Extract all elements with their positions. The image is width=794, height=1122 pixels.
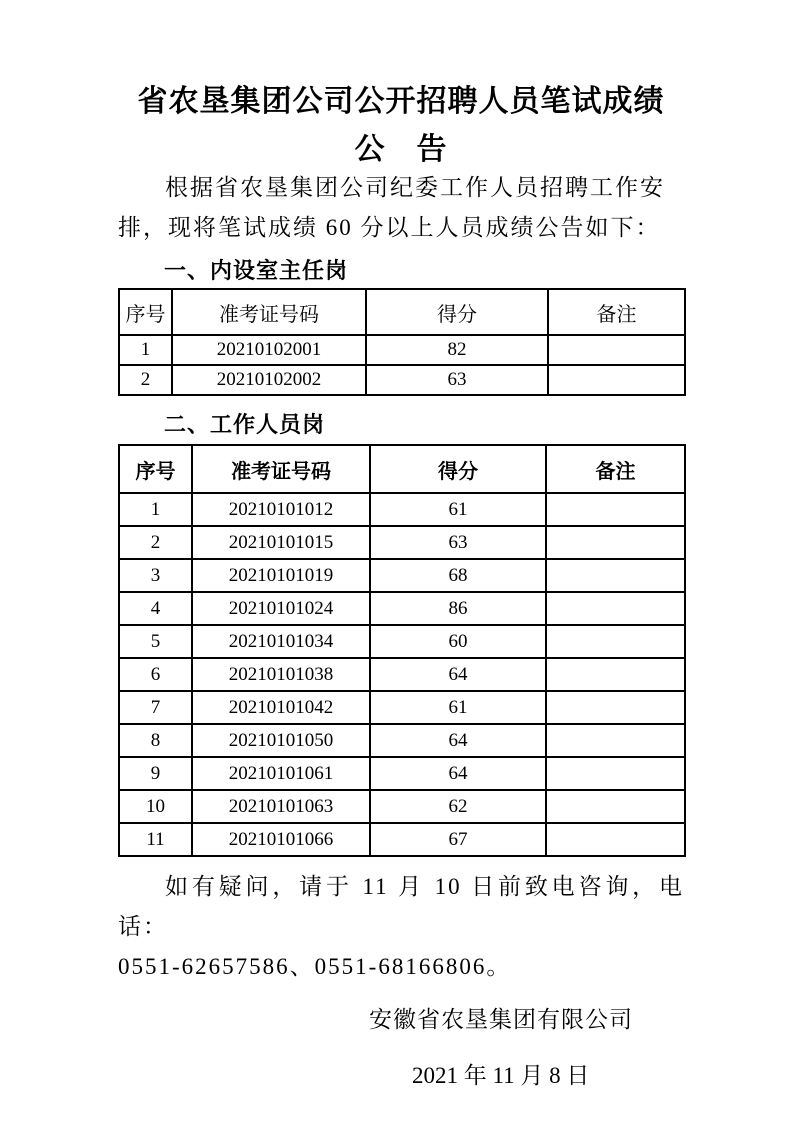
exam-number-cell: 20210101050 (192, 724, 370, 757)
column-header: 序号 (119, 289, 172, 335)
table-row (119, 365, 685, 395)
remark-cell (546, 823, 685, 856)
row-number-cell: 9 (119, 757, 192, 790)
issuer-signature: 安徽省农垦集团有限公司 (369, 1007, 633, 1032)
row-number-cell: 1 (119, 493, 192, 526)
exam-number-cell: 20210101038 (192, 658, 370, 691)
table-row (119, 823, 685, 856)
row-number-cell: 5 (119, 625, 192, 658)
table-row (119, 592, 685, 625)
contact-note-line-2: 0551-62657586、0551-68166806。 (118, 954, 512, 979)
remark-cell (546, 493, 685, 526)
table-row (119, 724, 685, 757)
remark-cell (548, 365, 685, 395)
remark-cell (546, 790, 685, 823)
score-cell: 64 (370, 658, 546, 691)
score-cell: 68 (370, 559, 546, 592)
score-cell: 86 (370, 592, 546, 625)
section-staff-post (118, 408, 684, 857)
remark-cell (546, 691, 685, 724)
intro-line-2: 排，现将笔试成绩 60 分以上人员成绩公告如下： (118, 215, 661, 240)
table-row (119, 658, 685, 691)
row-number-cell: 2 (119, 365, 172, 395)
exam-number-cell: 20210101015 (192, 526, 370, 559)
table-row (119, 526, 685, 559)
contact-note (118, 867, 684, 987)
column-header: 序号 (119, 445, 192, 493)
table-row (119, 625, 685, 658)
row-number-cell: 7 (119, 691, 192, 724)
remark-cell (546, 658, 685, 691)
table-row (119, 493, 685, 526)
row-number-cell: 4 (119, 592, 192, 625)
section-director-post (118, 254, 684, 396)
exam-number-cell: 20210101024 (192, 592, 370, 625)
score-cell: 63 (370, 526, 546, 559)
section-heading-1: 一、内设室主任岗 (164, 258, 349, 283)
row-number-cell: 10 (119, 790, 192, 823)
row-number-cell: 2 (119, 526, 192, 559)
score-table-director (118, 288, 686, 396)
table-row (119, 559, 685, 592)
intro-line-1: 根据省农垦集团公司纪委工作人员招聘工作安 (165, 175, 665, 200)
score-cell: 67 (370, 823, 546, 856)
header-row (119, 445, 685, 493)
header-row (119, 289, 685, 335)
remark-cell (546, 526, 685, 559)
row-number-cell: 1 (119, 335, 172, 365)
remark-cell (546, 757, 685, 790)
exam-number-cell: 20210101042 (192, 691, 370, 724)
exam-number-cell: 20210101012 (192, 493, 370, 526)
issue-date: 2021 年 11 月 8 日 (412, 1063, 590, 1088)
score-cell: 61 (370, 493, 546, 526)
row-number-cell: 3 (119, 559, 192, 592)
score-cell: 63 (366, 365, 548, 395)
score-cell: 82 (366, 335, 548, 365)
exam-number-cell: 20210101061 (192, 757, 370, 790)
score-cell: 64 (370, 757, 546, 790)
exam-number-cell: 20210101063 (192, 790, 370, 823)
score-table-staff (118, 444, 686, 857)
column-header: 备注 (546, 445, 685, 493)
column-header: 准考证号码 (172, 289, 366, 335)
row-number-cell: 8 (119, 724, 192, 757)
title-line-1: 省农垦集团公司公开招聘人员笔试成绩 (137, 85, 665, 118)
row-number-cell: 11 (119, 823, 192, 856)
score-cell: 62 (370, 790, 546, 823)
score-cell: 64 (370, 724, 546, 757)
remark-cell (548, 335, 685, 365)
table-row (119, 757, 685, 790)
column-header: 得分 (366, 289, 548, 335)
title-line-2: 公 告 (354, 133, 448, 166)
column-header: 备注 (548, 289, 685, 335)
exam-number-cell: 20210101034 (192, 625, 370, 658)
score-cell: 60 (370, 625, 546, 658)
column-header: 准考证号码 (192, 445, 370, 493)
score-cell: 61 (370, 691, 546, 724)
intro-paragraph (118, 168, 684, 248)
exam-number-cell: 20210101066 (192, 823, 370, 856)
exam-number-cell: 20210102002 (172, 365, 366, 395)
contact-note-line-1: 如有疑问，请于 11 月 10 日前致电咨询，电话： (118, 874, 684, 939)
remark-cell (546, 592, 685, 625)
exam-number-cell: 20210102001 (172, 335, 366, 365)
section-heading-2: 二、工作人员岗 (164, 412, 326, 437)
remark-cell (546, 724, 685, 757)
remark-cell (546, 625, 685, 658)
page-title (118, 78, 684, 174)
exam-number-cell: 20210101019 (192, 559, 370, 592)
table-row (119, 335, 685, 365)
row-number-cell: 6 (119, 658, 192, 691)
table-row (119, 691, 685, 724)
remark-cell (546, 559, 685, 592)
table-row (119, 790, 685, 823)
column-header: 得分 (370, 445, 546, 493)
